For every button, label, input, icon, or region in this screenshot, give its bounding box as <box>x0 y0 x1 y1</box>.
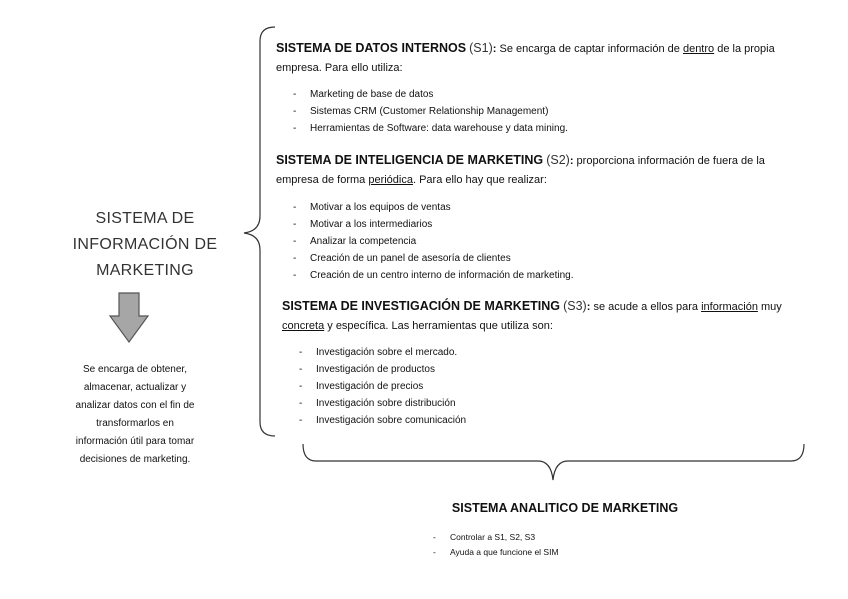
s3-item: - Investigación sobre distribución <box>299 398 456 409</box>
s3-code: (S3) <box>563 299 587 313</box>
s2-item: - Motivar a los equipos de ventas <box>293 202 451 213</box>
s2-item: - Motivar a los intermediarios <box>293 219 433 230</box>
s2-title: SISTEMA DE INTELIGENCIA DE MARKETING <box>276 153 544 167</box>
s2-heading <box>276 152 765 170</box>
s2-item: - Creación de un centro interno de información de marketing. <box>293 270 574 281</box>
sim-title-line-1: SISTEMA DE <box>95 210 195 227</box>
s1-item: - Sistemas CRM (Customer Relationship Management) <box>293 106 549 117</box>
s1-code: (S1) <box>469 41 493 55</box>
s2-desc-a: proporciona información de fuera de la <box>573 155 765 167</box>
s3-title: SISTEMA DE INVESTIGACIÓN DE MARKETING <box>282 299 561 313</box>
s1-colon: : <box>492 43 497 55</box>
sim-description <box>55 361 215 469</box>
s3-desc-underlined: información <box>701 301 758 313</box>
s2-item: - Creación de un panel de asesoría de clientes <box>293 253 511 264</box>
sim-desc-line: decisiones de marketing. <box>79 454 191 465</box>
s1-desc-b: de la propia <box>714 43 775 55</box>
s1-title: SISTEMA DE DATOS INTERNOS <box>276 41 467 55</box>
sim-title <box>40 206 250 284</box>
sam-title: SISTEMA ANALITICO DE MARKETING <box>451 501 679 515</box>
s3-desc-line2: concreta y específica. Las herramientas que utiliza son: <box>282 320 553 332</box>
s3-heading <box>282 298 782 316</box>
s3-item: - Investigación sobre comunicación <box>299 415 467 426</box>
down-arrow-icon <box>108 292 150 344</box>
sim-desc-line: analizar datos con el fin de <box>75 400 195 411</box>
sam-item: - Controlar a S1, S2, S3 <box>433 532 536 542</box>
s3-item: - Investigación sobre el mercado. <box>299 347 458 358</box>
bottom-curly-brace <box>300 440 810 488</box>
sam-item: - Ayuda a que funcione el SIM <box>433 547 559 557</box>
sim-title-line-2: INFORMACIÓN DE <box>72 236 218 253</box>
s1-item: - Herramientas de Software: data warehouse y data mining. <box>293 123 568 134</box>
s3-colon: : <box>586 301 591 313</box>
sim-desc-line: información útil para tomar <box>75 436 195 447</box>
s3-desc-underlined-2: concreta <box>282 320 325 332</box>
s1-desc-line2: empresa. Para ello utiliza: <box>276 62 403 74</box>
sim-desc-line: transformarlos en <box>96 418 174 429</box>
sim-desc-line: Se encarga de obtener, <box>83 364 187 375</box>
s3-desc-b: muy <box>757 301 782 313</box>
sim-title-line-3: MARKETING <box>96 262 194 279</box>
s1-desc-underlined: dentro <box>682 43 715 55</box>
s2-desc-underlined: periódica <box>368 174 413 186</box>
s2-item: - Analizar la competencia <box>293 236 417 247</box>
s1-desc-a: Se encarga de captar información de <box>496 43 683 55</box>
s1-heading <box>276 40 775 58</box>
left-curly-brace <box>240 26 280 438</box>
s3-desc-a: se acude a ellos para <box>590 301 702 313</box>
s1-item: - Marketing de base de datos <box>293 89 434 100</box>
s2-code: (S2) <box>546 153 570 167</box>
s2-desc-line2: empresa de forma periódica. Para ello hay que realizar: <box>276 174 547 186</box>
s3-item: - Investigación de productos <box>299 364 435 375</box>
s2-colon: : <box>569 155 574 167</box>
s3-item: - Investigación de precios <box>299 381 424 392</box>
sim-desc-line: almacenar, actualizar y <box>83 382 187 393</box>
